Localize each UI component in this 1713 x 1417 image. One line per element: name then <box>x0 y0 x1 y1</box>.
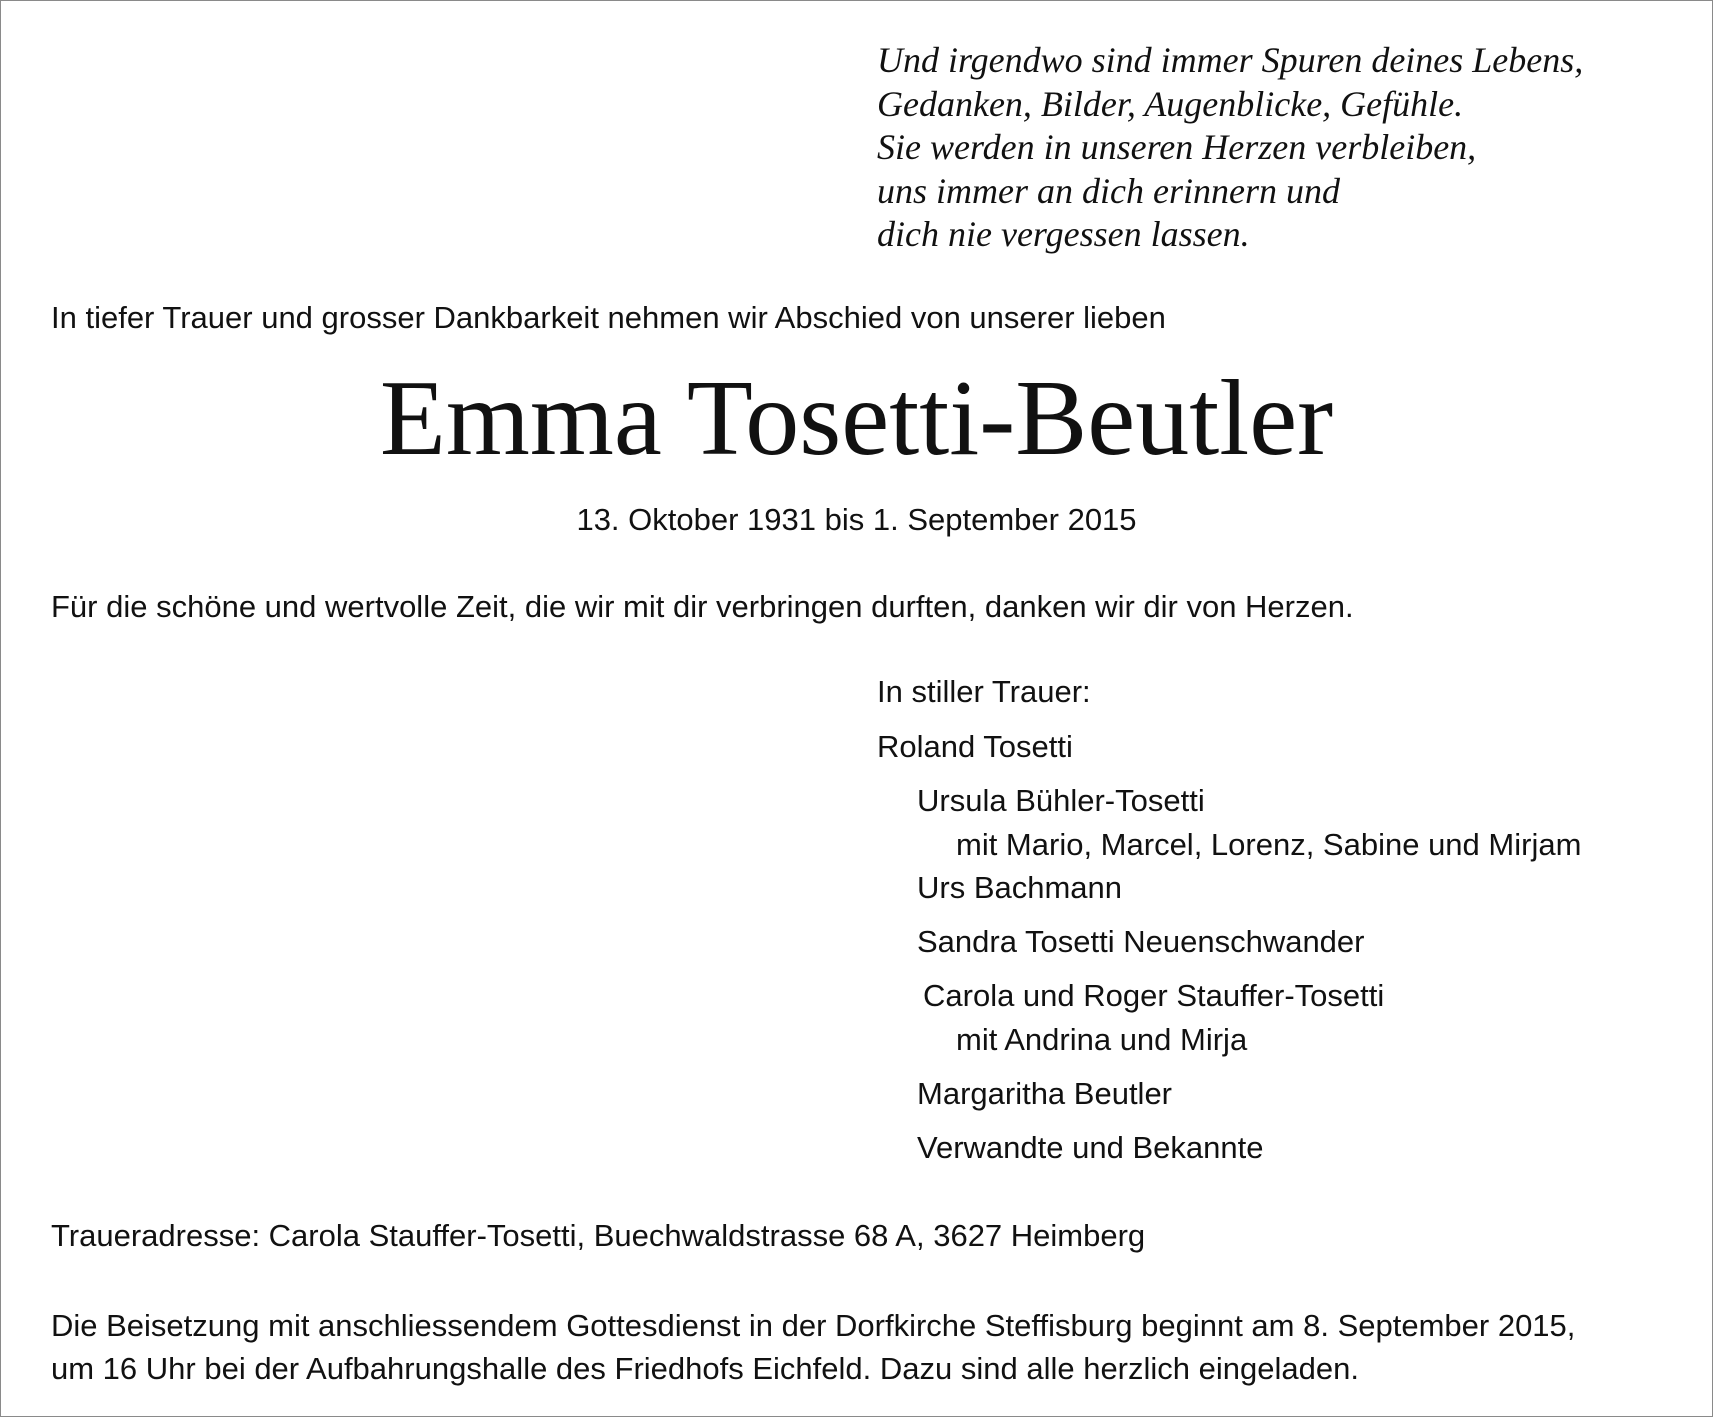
mourner-children: mit Andrina und Mirja <box>956 1022 1248 1057</box>
deceased-name: Emma Tosetti-Beutler <box>379 359 1334 478</box>
mourner-entry: Margaritha Beutler <box>917 1076 1173 1111</box>
burial-line: Die Beisetzung mit anschliessendem Gottesdienst in der Dorfkirche Steffisburg beginnt am 8. September 2015, <box>51 1308 1576 1343</box>
thanks-text: Für die schöne und wertvolle Zeit, die wir mit dir verbringen durften, danken wir dir von Herzen. <box>51 589 1354 624</box>
mourner-entry: Ursula Bühler-Tosetti <box>917 783 1205 818</box>
poem-line: Gedanken, Bilder, Augenblicke, Gefühle. <box>877 83 1464 124</box>
mourners-label: In stiller Trauer: <box>877 674 1091 709</box>
mourner-entry: Urs Bachmann <box>917 870 1123 905</box>
burial-line: um 16 Uhr bei der Aufbahrungshalle des Friedhofs Eichfeld. Dazu sind alle herzlich eingeladen. <box>51 1351 1359 1386</box>
life-dates: 13. Oktober 1931 bis 1. September 2015 <box>576 502 1137 537</box>
poem-line: Sie werden in unseren Herzen verbleiben, <box>877 127 1477 167</box>
mourner-entry: Verwandte und Bekannte <box>917 1130 1264 1165</box>
poem-line: dich nie vergessen lassen. <box>877 214 1250 254</box>
poem-line: Und irgendwo sind immer Spuren deines Lebens, <box>877 40 1584 80</box>
burial-info <box>51 1304 1691 1390</box>
mourner-entry: Sandra Tosetti Neuenschwander <box>917 924 1365 959</box>
poem-line: uns immer an dich erinnern und <box>877 170 1340 211</box>
mourning-address: Traueradresse: Carola Stauffer-Tosetti, Buechwaldstrasse 68 A, 3627 Heimberg <box>51 1218 1146 1253</box>
mourner-entry: Roland Tosetti <box>877 729 1073 764</box>
memorial-poem <box>877 39 1677 257</box>
mourner-entry: Carola und Roger Stauffer-Tosetti <box>923 978 1385 1013</box>
intro-text: In tiefer Trauer und grosser Dankbarkeit nehmen wir Abschied von unserer lieben <box>51 300 1166 335</box>
mourner-children: mit Mario, Marcel, Lorenz, Sabine und Mirjam <box>956 827 1582 862</box>
